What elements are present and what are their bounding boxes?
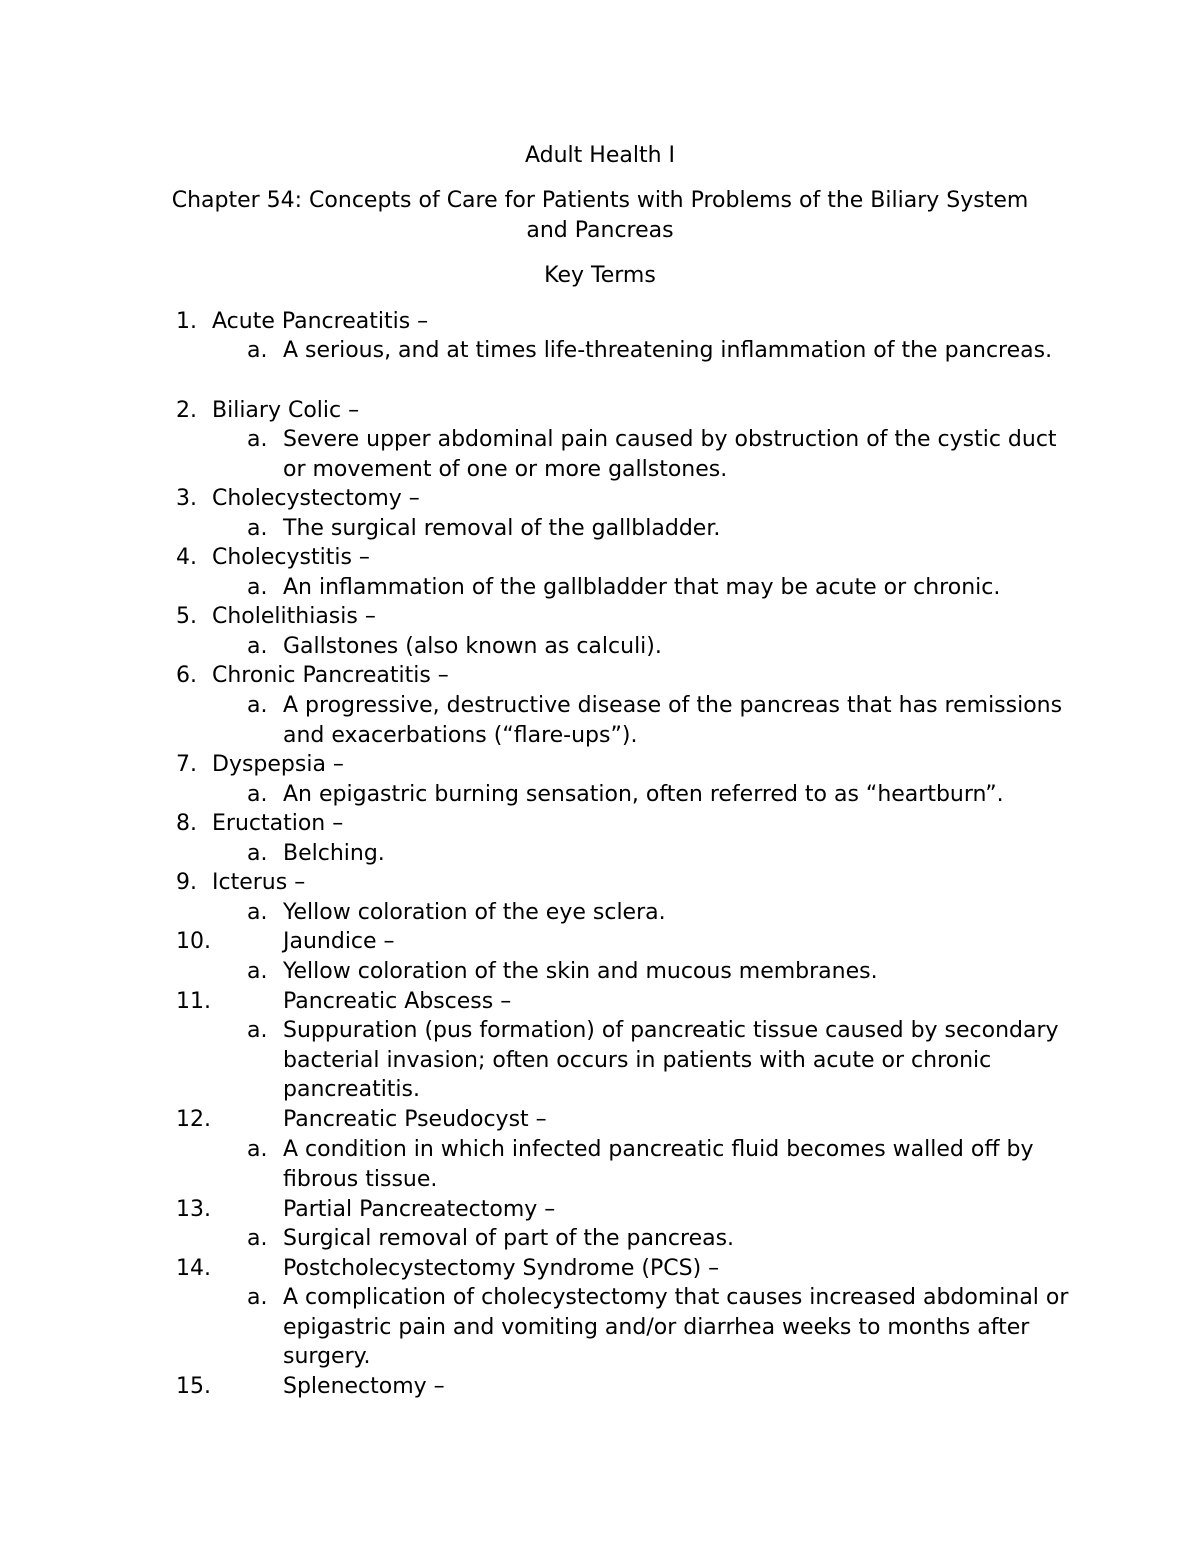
definition-marker: a. bbox=[247, 693, 268, 718]
definition-marker: a. bbox=[247, 427, 268, 452]
term-definition: A serious, and at times life-threatening inflammation of the pancreas. bbox=[283, 338, 1053, 363]
definition-marker: a. bbox=[247, 1137, 268, 1162]
term-number: 11. bbox=[176, 989, 211, 1014]
term-definition: An inflammation of the gallbladder that may be acute or chronic. bbox=[283, 575, 1001, 600]
definition-marker: a. bbox=[247, 841, 268, 866]
term-label: Pancreatic Abscess – bbox=[283, 989, 512, 1014]
term-number: 14. bbox=[176, 1256, 211, 1281]
term-number: 13. bbox=[176, 1197, 211, 1222]
term-definition: A condition in which infected pancreatic fluid becomes walled off by fibrous tissue. bbox=[283, 1137, 1034, 1192]
definition-marker: a. bbox=[247, 959, 268, 984]
term-definition: Yellow coloration of the eye sclera. bbox=[283, 900, 666, 925]
term-definition: Belching. bbox=[283, 841, 385, 866]
term-definition: Severe upper abdominal pain caused by obstruction of the cystic duct or movement of one or more gallstones. bbox=[283, 427, 1057, 482]
term-label: Jaundice – bbox=[283, 929, 395, 954]
definition-marker: a. bbox=[247, 900, 268, 925]
term-number: 15. bbox=[176, 1374, 211, 1399]
term-label: Cholecystectomy – bbox=[212, 486, 420, 511]
term-label: Pancreatic Pseudocyst – bbox=[283, 1107, 547, 1132]
definition-marker: a. bbox=[247, 1018, 268, 1043]
definition-marker: a. bbox=[247, 634, 268, 659]
term-number: 5. bbox=[176, 604, 197, 629]
term-definition: Surgical removal of part of the pancreas. bbox=[283, 1226, 735, 1251]
term-definition: A complication of cholecystectomy that causes increased abdominal or epigastric pain and vomiting and/or diarrhea weeks to months after surgery. bbox=[283, 1285, 1069, 1370]
definition-marker: a. bbox=[247, 782, 268, 807]
term-label: Dyspepsia – bbox=[212, 752, 344, 777]
term-definition: An epigastric burning sensation, often referred to as “heartburn”. bbox=[283, 782, 1004, 807]
definition-marker: a. bbox=[247, 575, 268, 600]
term-number: 8. bbox=[176, 811, 197, 836]
course-title: Adult Health I bbox=[524, 143, 676, 168]
term-label: Partial Pancreatectomy – bbox=[283, 1197, 556, 1222]
term-number: 10. bbox=[176, 929, 211, 954]
term-label: Acute Pancreatitis – bbox=[212, 309, 429, 334]
term-label: Postcholecystectomy Syndrome (PCS) – bbox=[283, 1256, 720, 1281]
term-definition: Suppuration (pus formation) of pancreatic tissue caused by secondary bacterial invasion; often occurs in patients with acute or chronic pancreatitis. bbox=[283, 1018, 1059, 1103]
term-number: 7. bbox=[176, 752, 197, 777]
term-label: Cholecystitis – bbox=[212, 545, 370, 570]
term-label: Chronic Pancreatitis – bbox=[212, 663, 449, 688]
term-number: 4. bbox=[176, 545, 197, 570]
term-definition: The surgical removal of the gallbladder. bbox=[283, 516, 721, 541]
term-label: Eructation – bbox=[212, 811, 344, 836]
term-number: 9. bbox=[176, 870, 197, 895]
term-number: 2. bbox=[176, 398, 197, 423]
term-number: 3. bbox=[176, 486, 197, 511]
chapter-title-line1: Chapter 54: Concepts of Care for Patients with Problems of the Biliary System bbox=[171, 188, 1029, 213]
term-label: Splenectomy – bbox=[283, 1374, 445, 1399]
section-heading: Key Terms bbox=[544, 263, 656, 288]
definition-marker: a. bbox=[247, 338, 268, 363]
definition-marker: a. bbox=[247, 1226, 268, 1251]
term-number: 12. bbox=[176, 1107, 211, 1132]
definition-marker: a. bbox=[247, 1285, 268, 1310]
term-definition: Gallstones (also known as calculi). bbox=[283, 634, 662, 659]
term-label: Icterus – bbox=[212, 870, 306, 895]
definition-marker: a. bbox=[247, 516, 268, 541]
term-definition: Yellow coloration of the skin and mucous membranes. bbox=[283, 959, 878, 984]
term-label: Cholelithiasis – bbox=[212, 604, 376, 629]
term-label: Biliary Colic – bbox=[212, 398, 360, 423]
term-number: 1. bbox=[176, 309, 197, 334]
chapter-title-line2: and Pancreas bbox=[526, 218, 674, 243]
term-definition: A progressive, destructive disease of the pancreas that has remissions and exacerbations (“flare-ups”). bbox=[283, 693, 1063, 748]
term-number: 6. bbox=[176, 663, 197, 688]
